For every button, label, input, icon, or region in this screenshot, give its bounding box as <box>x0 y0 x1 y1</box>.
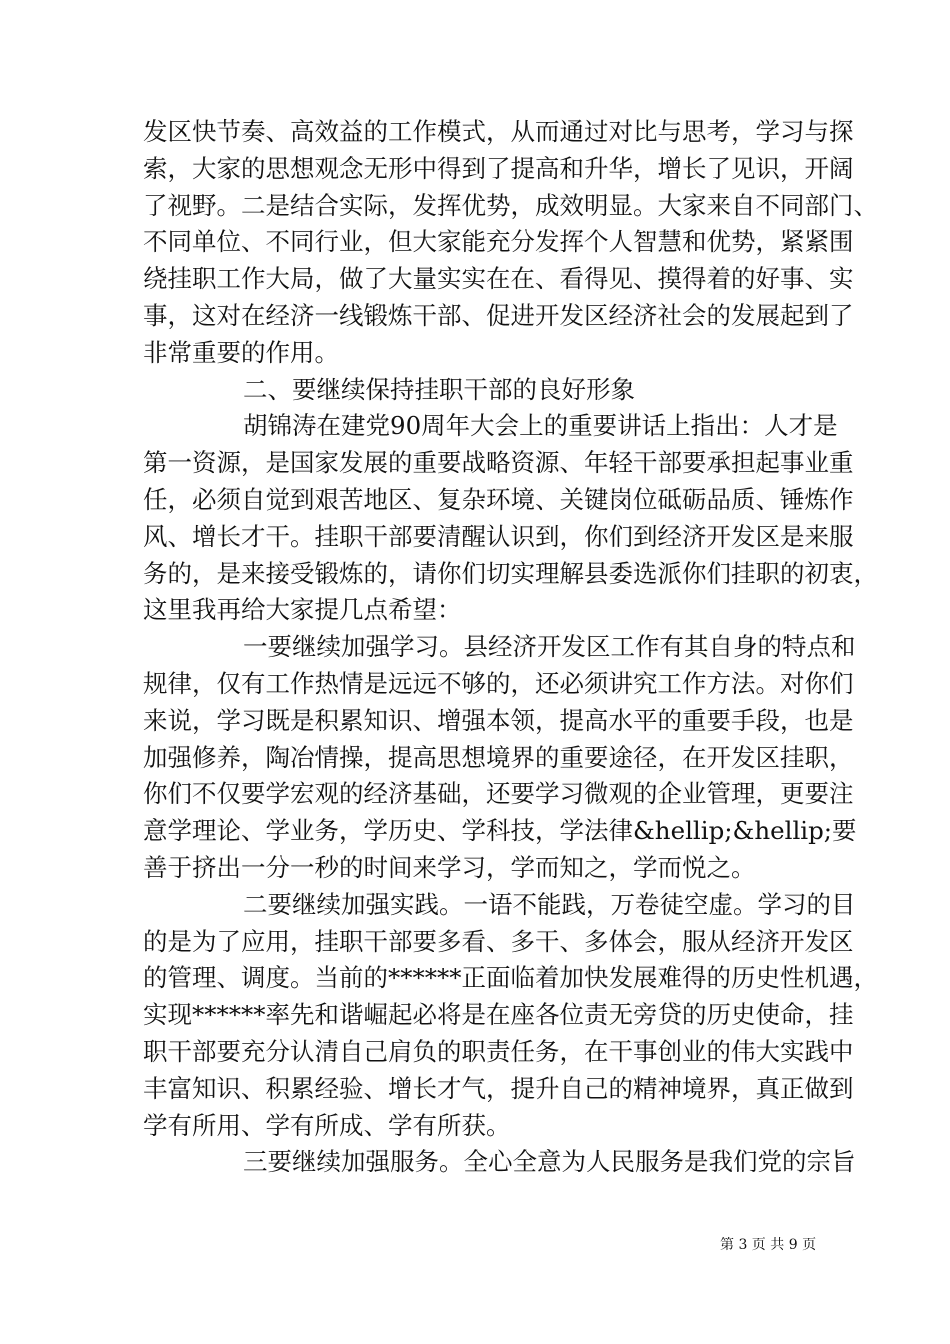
body-line-22: 二要继续加强实践。一语不能践，万卷徒空虚。学习的目 <box>243 890 856 919</box>
body-line-1: 发区快节奏、高效益的工作模式，从而通过对比与思考，学习与探 <box>143 117 854 146</box>
body-line-29: 三要继续加强服务。全心全意为人民服务是我们党的宗旨 <box>243 1147 856 1176</box>
section-heading: 二、要继续保持挂职干部的良好形象 <box>243 375 635 404</box>
body-line-12: 风、增长才干。挂职干部要清醒认识到，你们到经济开发区是来服 <box>143 522 854 551</box>
body-line-10: 第一资源，是国家发展的重要战略资源、年轻干部要承担起事业重 <box>143 448 854 477</box>
body-line-7: 非常重要的作用。 <box>143 338 339 367</box>
body-line-17: 来说，学习既是积累知识、增强本领，提高水平的重要手段，也是 <box>143 706 854 735</box>
body-line-15: 一要继续加强学习。县经济开发区工作有其自身的特点和 <box>243 632 856 661</box>
body-line-14: 这里我再给大家提几点希望： <box>143 595 462 624</box>
body-line-5: 绕挂职工作大局，做了大量实实在在、看得见、摸得着的好事、实 <box>143 264 854 293</box>
page-number-footer: 第 3 页 共 9 页 <box>720 1237 817 1253</box>
body-line-13: 务的，是来接受锻炼的，请你们切实理解县委选派你们挂职的初衷， <box>143 559 878 588</box>
body-line-6: 事，这对在经济一线锻炼干部、促进开发区经济社会的发展起到了 <box>143 301 854 330</box>
body-line-4: 不同单位、不同行业，但大家能充分发挥个人智慧和优势，紧紧围 <box>143 227 854 256</box>
body-line-25: 实现******率先和谐崛起必将是在座各位责无旁贷的历史使命，挂 <box>143 1000 854 1029</box>
body-line-23: 的是为了应用，挂职干部要多看、多干、多体会，服从经济开发区 <box>143 927 854 956</box>
body-line-11: 任，必须自觉到艰苦地区、复杂环境、关键岗位砥砺品质、锤炼作 <box>143 485 854 514</box>
body-line-2: 索，大家的思想观念无形中得到了提高和升华，增长了见识，开阔 <box>143 154 854 183</box>
body-line-9: 胡锦涛在建党90周年大会上的重要讲话上指出：人才是 <box>243 411 838 440</box>
body-line-16: 规律，仅有工作热情是远远不够的，还必须讲究工作方法。对你们 <box>143 669 854 698</box>
body-line-18: 加强修养，陶冶情操，提高思想境界的重要途径，在开发区挂职， <box>143 743 854 772</box>
body-line-20: 意学理论、学业务，学历史、学科技，学法律&hellip;&hellip;要 <box>143 816 857 845</box>
body-line-3: 了视野。二是结合实际，发挥优势，成效明显。大家来自不同部门、 <box>143 191 878 220</box>
body-line-21: 善于挤出一分一秒的时间来学习，学而知之，学而悦之。 <box>143 853 756 882</box>
body-line-26: 职干部要充分认清自己肩负的职责任务，在干事创业的伟大实践中 <box>143 1037 854 1066</box>
body-line-28: 学有所用、学有所成、学有所获。 <box>143 1111 511 1140</box>
body-line-24: 的管理、调度。当前的******正面临着加快发展难得的历史性机遇， <box>143 963 878 992</box>
body-line-27: 丰富知识、积累经验、增长才气，提升自己的精神境界，真正做到 <box>143 1074 854 1103</box>
body-line-19: 你们不仅要学宏观的经济基础，还要学习微观的企业管理，更要注 <box>143 779 854 808</box>
